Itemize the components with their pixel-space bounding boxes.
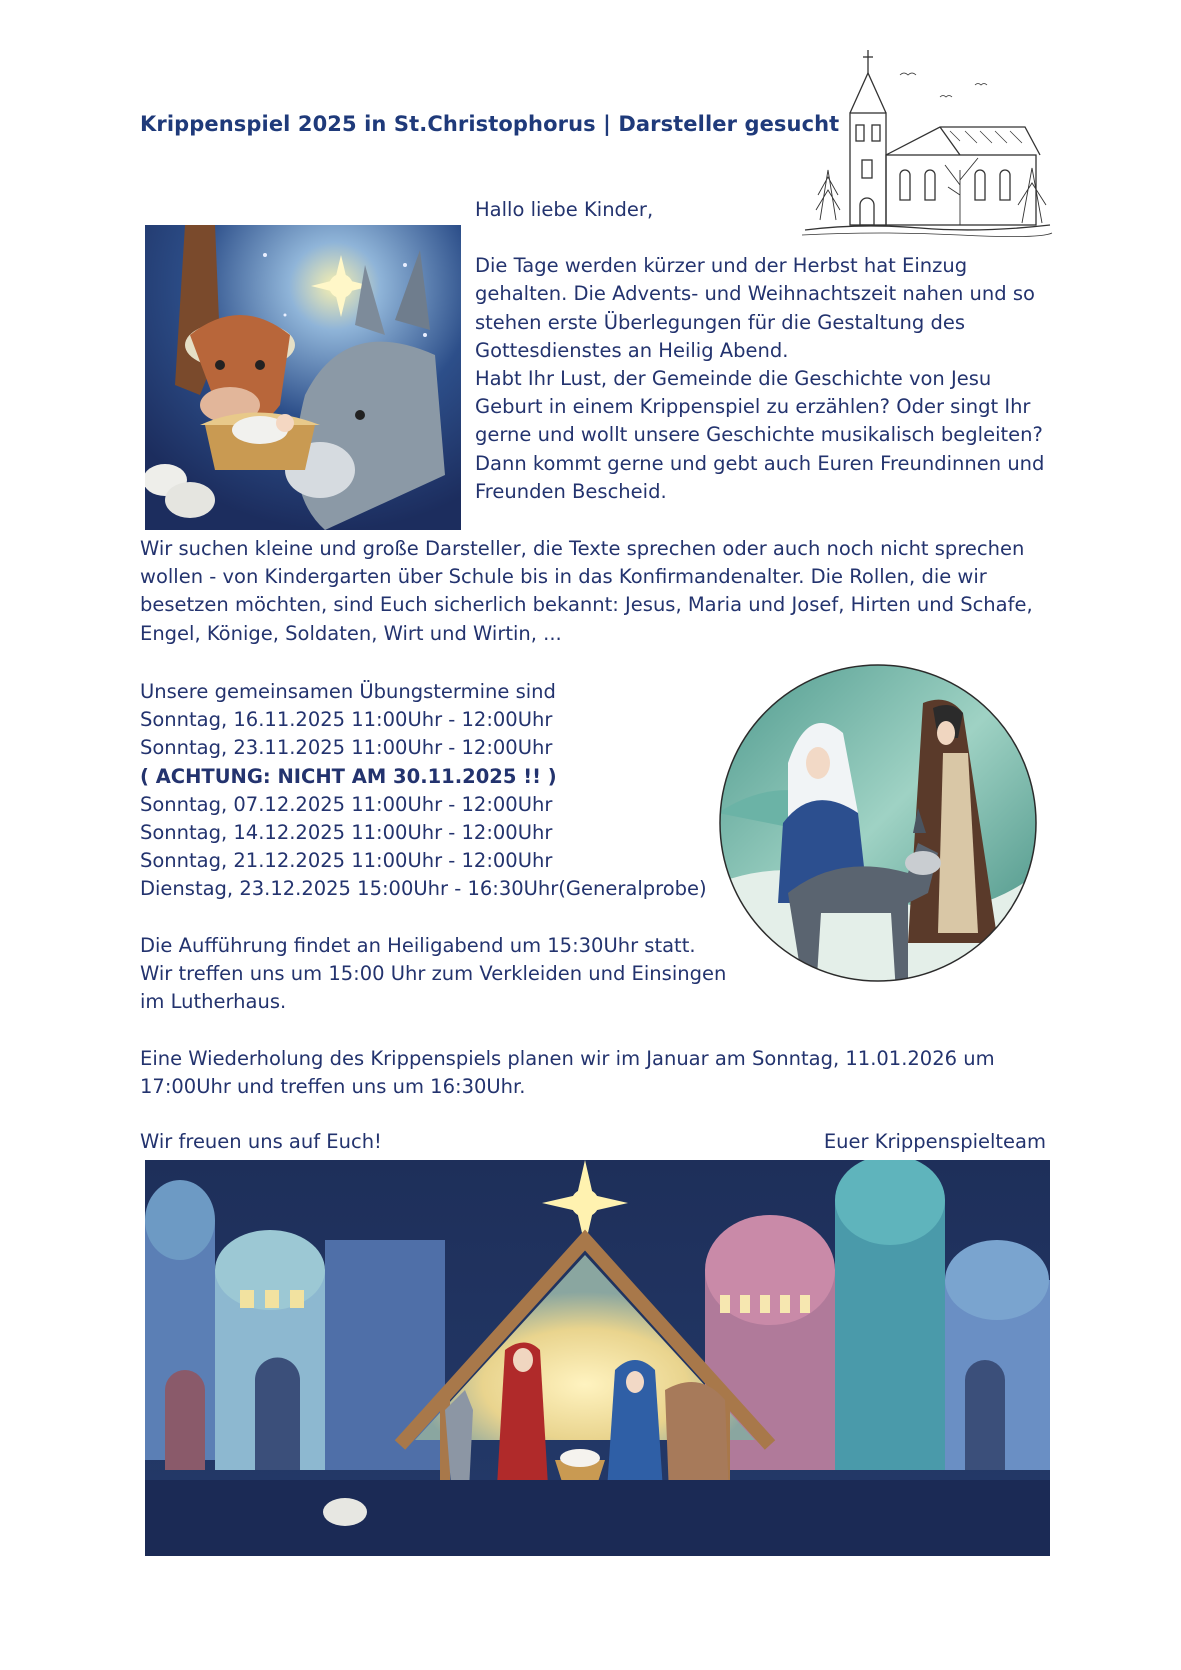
schedule-line: Sonntag, 16.11.2025 11:00Uhr - 12:00Uhr xyxy=(140,708,553,732)
schedule-line: Sonntag, 21.12.2025 11:00Uhr - 12:00Uhr xyxy=(140,849,553,873)
mary-joseph-donkey-illustration xyxy=(718,663,1038,983)
schedule-line: Dienstag, 23.12.2025 15:00Uhr - 16:30Uhr(Generalprobe) xyxy=(140,877,707,901)
closing-greeting: Wir freuen uns auf Euch! xyxy=(140,1130,382,1153)
page-title: Krippenspiel 2025 in St.Christophorus | Darsteller gesucht xyxy=(140,112,840,136)
schedule-line: Sonntag, 23.11.2025 11:00Uhr - 12:00Uhr xyxy=(140,736,553,760)
schedule-block xyxy=(140,678,740,904)
intro-block xyxy=(475,196,1055,506)
performance-paragraph: Die Aufführung findet an Heiligabend um 15:30Uhr statt. Wir treffen uns um 15:00 Uhr zum Verkleiden und Einsingen im Lutherhaus. xyxy=(140,934,727,1014)
repeat-paragraph: Eine Wiederholung des Krippenspiels planen wir im Januar am Sonntag, 11.01.2026 um 17:00Uhr und treffen uns um 16:30Uhr. xyxy=(140,1047,995,1099)
schedule-line: Sonntag, 07.12.2025 11:00Uhr - 12:00Uhr xyxy=(140,792,553,816)
intro-paragraph-2: Habt Ihr Lust, der Gemeinde die Geschichte von Jesu Geburt in einem Krippenspiel zu erzählen? Oder singt Ihr gerne und wollt unsere Geschichte musikalisch begleiten? Dann kommt gerne und gebt auch Euren Freundinnen und Freunden Bescheid. xyxy=(475,367,1045,503)
ox-donkey-manger-illustration xyxy=(145,225,461,530)
actors-paragraph: Wir suchen kleine und große Darsteller, die Texte sprechen oder auch noch nicht sprechen wollen - von Kindergarten über Schule bis in das Konfirmandenalter. Die Rollen, die wir besetzen möchten, sind Euch sicherlich bekannt: Jesus, Maria und Josef, Hirten und Schafe, Engel, Könige, Soldaten, Wirt und Wirtin, ... xyxy=(140,537,1033,645)
schedule-line: Sonntag, 14.12.2025 11:00Uhr - 12:00Uhr xyxy=(140,821,553,845)
greeting: Hallo liebe Kinder, xyxy=(475,198,654,221)
signature-team: Euer Krippenspielteam xyxy=(823,1130,1046,1153)
intro-paragraph-1: Die Tage werden kürzer und der Herbst hat Einzug gehalten. Die Advents- und Weihnachtszeit nahen und so stehen erste Überlegungen für die Gestaltung des Gottesdienstes an Heilig Abend. xyxy=(475,254,1035,362)
bethlehem-nativity-illustration xyxy=(145,1160,1050,1556)
schedule-heading: Unsere gemeinsamen Übungstermine sind xyxy=(140,680,556,703)
schedule-warning: ( ACHTUNG: NICHT AM 30.11.2025 !! ) xyxy=(140,764,557,788)
